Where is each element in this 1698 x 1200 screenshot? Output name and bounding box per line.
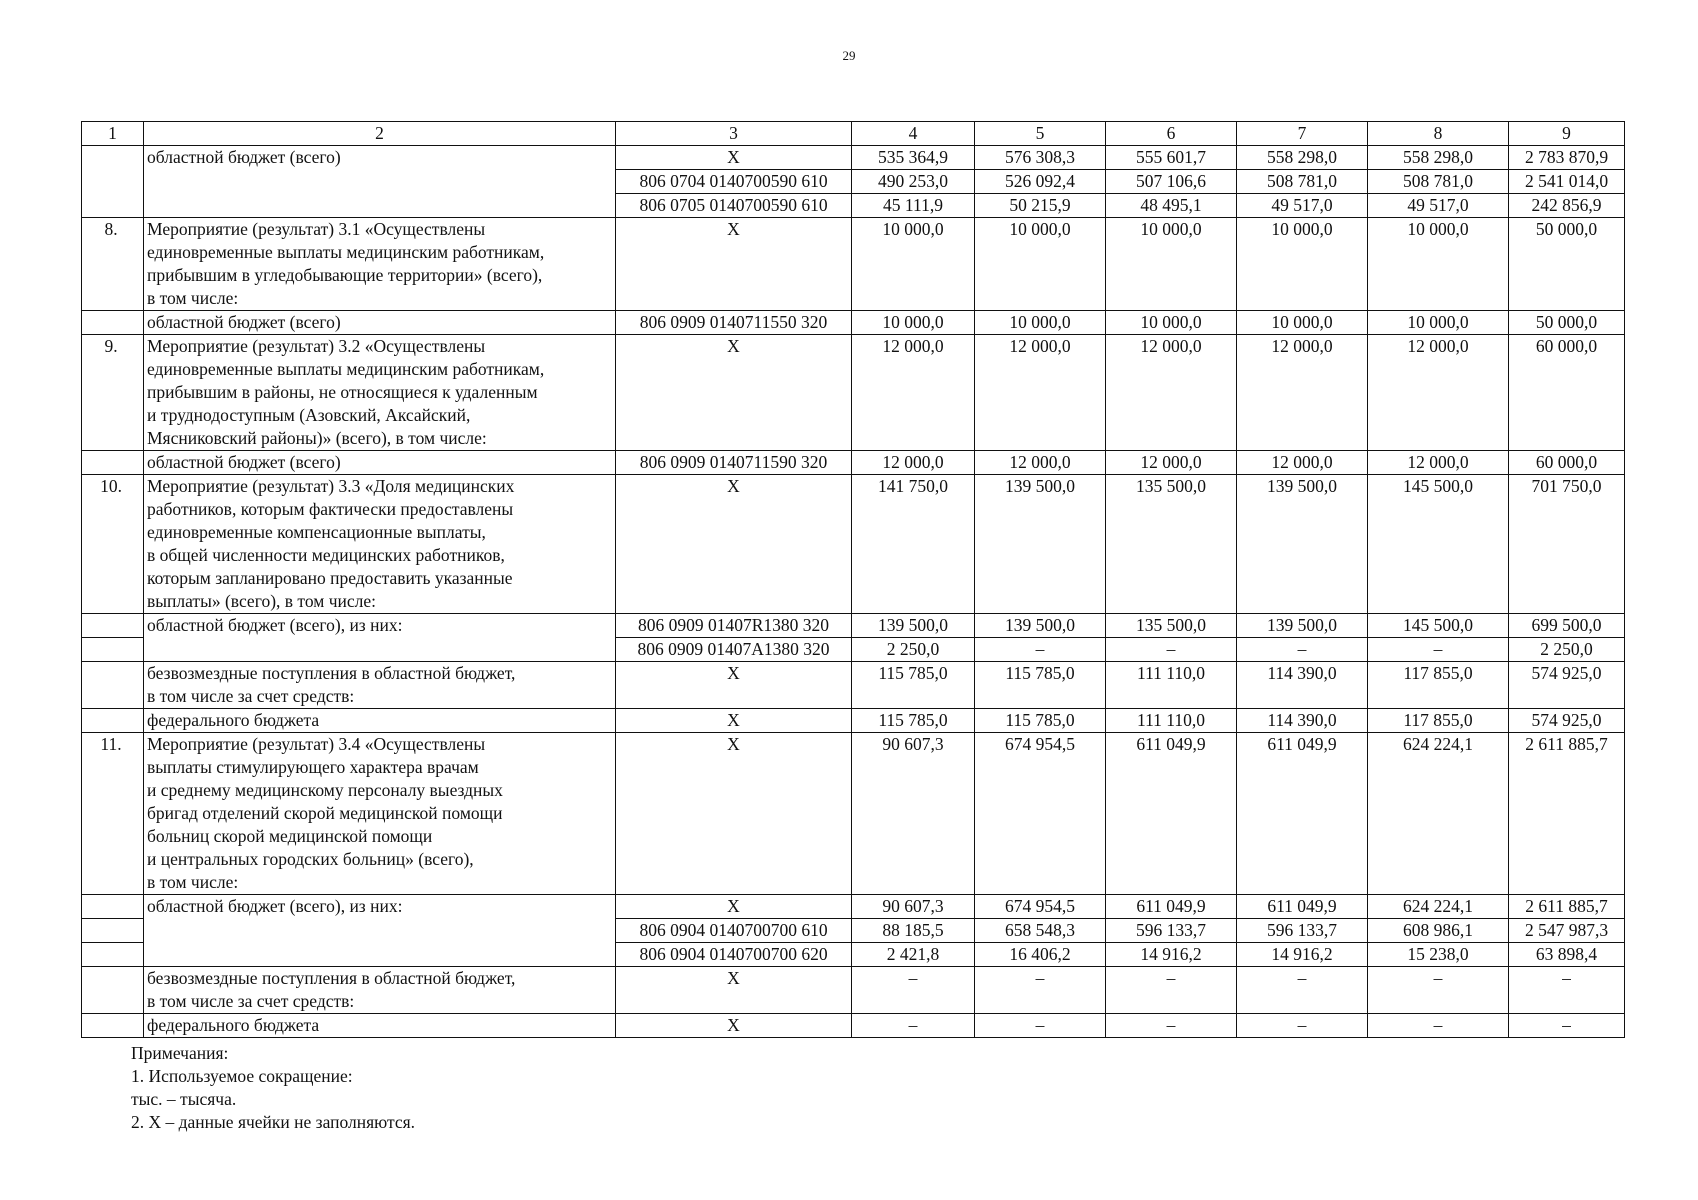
notes xyxy=(131,1042,415,1134)
value-cell: 10 000,0 xyxy=(1368,218,1509,311)
value-cell: 90 607,3 xyxy=(852,733,975,895)
budget-code-cell: 806 0904 0140700700 610 xyxy=(616,919,852,943)
row-number-cell: 8. xyxy=(82,218,144,311)
value-cell: 10 000,0 xyxy=(1106,218,1237,311)
value-cell: 14 916,2 xyxy=(1237,943,1368,967)
budget-code-cell: Х xyxy=(616,895,852,919)
value-cell: 114 390,0 xyxy=(1237,662,1368,709)
value-cell: 135 500,0 xyxy=(1106,614,1237,638)
value-cell: 2 250,0 xyxy=(1509,638,1625,662)
value-cell: – xyxy=(1368,638,1509,662)
value-cell: 526 092,4 xyxy=(975,170,1106,194)
page-number: 29 xyxy=(842,48,856,63)
value-cell: 596 133,7 xyxy=(1237,919,1368,943)
value-cell: 139 500,0 xyxy=(975,475,1106,614)
budget-code-cell: 806 0909 0140711550 320 xyxy=(616,311,852,335)
value-cell: – xyxy=(852,967,975,1014)
value-cell: 50 000,0 xyxy=(1509,311,1625,335)
value-cell: 50 215,9 xyxy=(975,194,1106,218)
value-cell: 12 000,0 xyxy=(1368,335,1509,451)
table-row xyxy=(82,662,1625,709)
budget-code-cell: 806 0909 01407R1380 320 xyxy=(616,614,852,638)
row-number-cell xyxy=(82,146,144,218)
value-cell: 624 224,1 xyxy=(1368,895,1509,919)
row-number-cell xyxy=(82,451,144,475)
value-cell: 2 250,0 xyxy=(852,638,975,662)
value-cell: 10 000,0 xyxy=(852,311,975,335)
description-cell: Мероприятие (результат) 3.1 «Осуществлены единовременные выплаты медицинским работникам, прибывшим в угледобывающие территории» (всего), в том числе: xyxy=(144,218,616,311)
value-cell: 115 785,0 xyxy=(975,709,1106,733)
description-cell: федерального бюджета xyxy=(144,1014,616,1038)
header-cell: 5 xyxy=(975,122,1106,146)
table-row xyxy=(82,475,1625,614)
value-cell: 574 925,0 xyxy=(1509,662,1625,709)
row-number-cell xyxy=(82,919,144,943)
value-cell: 15 238,0 xyxy=(1368,943,1509,967)
value-cell: 490 253,0 xyxy=(852,170,975,194)
header-cell: 6 xyxy=(1106,122,1237,146)
budget-code-cell: Х xyxy=(616,475,852,614)
value-cell: 12 000,0 xyxy=(1368,451,1509,475)
value-cell: – xyxy=(975,1014,1106,1038)
header-cell: 4 xyxy=(852,122,975,146)
table-row xyxy=(82,1014,1625,1038)
value-cell: 139 500,0 xyxy=(975,614,1106,638)
header-cell: 7 xyxy=(1237,122,1368,146)
description-cell: Мероприятие (результат) 3.3 «Доля медицинских работников, которым фактически предоставлены единовременные компенсационные выплаты, в общей численности медицинских работников, которым запланировано предоставить указанные выплаты» (всего), в том числе: xyxy=(144,475,616,614)
table-row xyxy=(82,335,1625,451)
row-number-cell xyxy=(82,895,144,919)
value-cell: 50 000,0 xyxy=(1509,218,1625,311)
table-row xyxy=(82,218,1625,311)
value-cell: 2 421,8 xyxy=(852,943,975,967)
budget-code-cell: 806 0705 0140700590 610 xyxy=(616,194,852,218)
value-cell: 576 308,3 xyxy=(975,146,1106,170)
row-number-cell: 9. xyxy=(82,335,144,451)
row-number-cell xyxy=(82,311,144,335)
value-cell: – xyxy=(1368,967,1509,1014)
value-cell: 139 500,0 xyxy=(852,614,975,638)
value-cell: 114 390,0 xyxy=(1237,709,1368,733)
notes-line: 1. Используемое сокращение: xyxy=(131,1066,353,1086)
value-cell: 12 000,0 xyxy=(975,451,1106,475)
value-cell: 658 548,3 xyxy=(975,919,1106,943)
value-cell: 535 364,9 xyxy=(852,146,975,170)
value-cell: 135 500,0 xyxy=(1106,475,1237,614)
value-cell: 60 000,0 xyxy=(1509,335,1625,451)
value-cell: – xyxy=(1106,1014,1237,1038)
description-cell: безвозмездные поступления в областной бюджет, в том числе за счет средств: xyxy=(144,662,616,709)
value-cell: 2 611 885,7 xyxy=(1509,895,1625,919)
value-cell: 701 750,0 xyxy=(1509,475,1625,614)
value-cell: 10 000,0 xyxy=(1368,311,1509,335)
description-cell: Мероприятие (результат) 3.4 «Осуществлены выплаты стимулирующего характера врачам и среднему медицинскому персоналу выездных бригад отделений скорой медицинской помощи больниц скорой медицинской помощи и центральных городских больниц» (всего), в том числе: xyxy=(144,733,616,895)
value-cell: – xyxy=(1509,1014,1625,1038)
description-cell: областной бюджет (всего), из них: xyxy=(144,895,616,967)
value-cell: 141 750,0 xyxy=(852,475,975,614)
value-cell: 596 133,7 xyxy=(1106,919,1237,943)
budget-table xyxy=(81,121,1625,1038)
header-row xyxy=(82,122,1625,146)
notes-line: 2. Х – данные ячейки не заполняются. xyxy=(131,1112,416,1132)
value-cell: 145 500,0 xyxy=(1368,475,1509,614)
value-cell: 699 500,0 xyxy=(1509,614,1625,638)
table-row xyxy=(82,614,1625,638)
value-cell: 507 106,6 xyxy=(1106,170,1237,194)
table-row xyxy=(82,967,1625,1014)
budget-code-cell: 806 0704 0140700590 610 xyxy=(616,170,852,194)
value-cell: 117 855,0 xyxy=(1368,662,1509,709)
row-number-cell xyxy=(82,967,144,1014)
value-cell: 115 785,0 xyxy=(975,662,1106,709)
budget-code-cell: 806 0909 01407А1380 320 xyxy=(616,638,852,662)
value-cell: – xyxy=(1106,967,1237,1014)
value-cell: 111 110,0 xyxy=(1106,662,1237,709)
value-cell: 145 500,0 xyxy=(1368,614,1509,638)
value-cell: 12 000,0 xyxy=(1106,335,1237,451)
table-row xyxy=(82,146,1625,170)
budget-code-cell: Х xyxy=(616,335,852,451)
value-cell: 12 000,0 xyxy=(852,335,975,451)
value-cell: 16 406,2 xyxy=(975,943,1106,967)
value-cell: 10 000,0 xyxy=(1237,218,1368,311)
value-cell: 12 000,0 xyxy=(1106,451,1237,475)
value-cell: 49 517,0 xyxy=(1237,194,1368,218)
table-row xyxy=(82,709,1625,733)
value-cell: 63 898,4 xyxy=(1509,943,1625,967)
value-cell: – xyxy=(1237,638,1368,662)
budget-code-cell: Х xyxy=(616,709,852,733)
header-cell: 8 xyxy=(1368,122,1509,146)
value-cell: 60 000,0 xyxy=(1509,451,1625,475)
value-cell: 12 000,0 xyxy=(1237,335,1368,451)
budget-code-cell: Х xyxy=(616,218,852,311)
value-cell: 12 000,0 xyxy=(852,451,975,475)
value-cell: – xyxy=(1509,967,1625,1014)
value-cell: 2 611 885,7 xyxy=(1509,733,1625,895)
value-cell: 10 000,0 xyxy=(1106,311,1237,335)
budget-code-cell: Х xyxy=(616,146,852,170)
value-cell: 10 000,0 xyxy=(975,311,1106,335)
value-cell: – xyxy=(1237,967,1368,1014)
value-cell: 139 500,0 xyxy=(1237,475,1368,614)
value-cell: 117 855,0 xyxy=(1368,709,1509,733)
header-cell: 3 xyxy=(616,122,852,146)
value-cell: 611 049,9 xyxy=(1106,895,1237,919)
header-cell: 2 xyxy=(144,122,616,146)
value-cell: 574 925,0 xyxy=(1509,709,1625,733)
value-cell: 90 607,3 xyxy=(852,895,975,919)
row-number-cell xyxy=(82,1014,144,1038)
row-number-cell xyxy=(82,614,144,638)
value-cell: 674 954,5 xyxy=(975,733,1106,895)
value-cell: 45 111,9 xyxy=(852,194,975,218)
value-cell: – xyxy=(975,967,1106,1014)
value-cell: 558 298,0 xyxy=(1368,146,1509,170)
value-cell: 48 495,1 xyxy=(1106,194,1237,218)
budget-code-cell: Х xyxy=(616,1014,852,1038)
budget-code-cell: Х xyxy=(616,733,852,895)
description-cell: областной бюджет (всего), из них: xyxy=(144,614,616,662)
description-cell: Мероприятие (результат) 3.2 «Осуществлены единовременные выплаты медицинским работникам, прибывшим в районы, не относящиеся к удаленным и труднодоступным (Азовский, Аксайский, Мясниковский районы)» (всего), в том числе: xyxy=(144,335,616,451)
table-row xyxy=(82,311,1625,335)
row-number-cell: 11. xyxy=(82,733,144,895)
value-cell: 14 916,2 xyxy=(1106,943,1237,967)
description-cell: областной бюджет (всего) xyxy=(144,451,616,475)
value-cell: 624 224,1 xyxy=(1368,733,1509,895)
value-cell: 115 785,0 xyxy=(852,709,975,733)
value-cell: 139 500,0 xyxy=(1237,614,1368,638)
value-cell: 611 049,9 xyxy=(1106,733,1237,895)
notes-line: тыс. – тысяча. xyxy=(131,1089,237,1109)
value-cell: 2 547 987,3 xyxy=(1509,919,1625,943)
value-cell: 555 601,7 xyxy=(1106,146,1237,170)
header-cell: 9 xyxy=(1509,122,1625,146)
value-cell: 12 000,0 xyxy=(975,335,1106,451)
value-cell: – xyxy=(1237,1014,1368,1038)
header-cell: 1 xyxy=(82,122,144,146)
value-cell: 88 185,5 xyxy=(852,919,975,943)
notes-title: Примечания: xyxy=(131,1043,229,1063)
value-cell: 608 986,1 xyxy=(1368,919,1509,943)
value-cell: 558 298,0 xyxy=(1237,146,1368,170)
table-row xyxy=(82,895,1625,919)
value-cell: – xyxy=(975,638,1106,662)
budget-code-cell: Х xyxy=(616,662,852,709)
row-number-cell xyxy=(82,709,144,733)
value-cell: 10 000,0 xyxy=(852,218,975,311)
value-cell: 508 781,0 xyxy=(1237,170,1368,194)
table-row xyxy=(82,451,1625,475)
value-cell: 12 000,0 xyxy=(1237,451,1368,475)
description-cell: безвозмездные поступления в областной бюджет, в том числе за счет средств: xyxy=(144,967,616,1014)
value-cell: 2 541 014,0 xyxy=(1509,170,1625,194)
row-number-cell xyxy=(82,943,144,967)
row-number-cell xyxy=(82,662,144,709)
table-row xyxy=(82,733,1625,895)
value-cell: 508 781,0 xyxy=(1368,170,1509,194)
value-cell: 2 783 870,9 xyxy=(1509,146,1625,170)
value-cell: – xyxy=(1368,1014,1509,1038)
description-cell: областной бюджет (всего) xyxy=(144,311,616,335)
description-cell: областной бюджет (всего) xyxy=(144,146,616,218)
value-cell: 611 049,9 xyxy=(1237,895,1368,919)
value-cell: 111 110,0 xyxy=(1106,709,1237,733)
budget-code-cell: Х xyxy=(616,967,852,1014)
value-cell: 10 000,0 xyxy=(1237,311,1368,335)
value-cell: 49 517,0 xyxy=(1368,194,1509,218)
row-number-cell: 10. xyxy=(82,475,144,614)
value-cell: 611 049,9 xyxy=(1237,733,1368,895)
value-cell: 10 000,0 xyxy=(975,218,1106,311)
description-cell: федерального бюджета xyxy=(144,709,616,733)
value-cell: – xyxy=(852,1014,975,1038)
value-cell: 674 954,5 xyxy=(975,895,1106,919)
value-cell: 242 856,9 xyxy=(1509,194,1625,218)
value-cell: 115 785,0 xyxy=(852,662,975,709)
budget-code-cell: 806 0904 0140700700 620 xyxy=(616,943,852,967)
row-number-cell xyxy=(82,638,144,662)
value-cell: – xyxy=(1106,638,1237,662)
budget-code-cell: 806 0909 0140711590 320 xyxy=(616,451,852,475)
